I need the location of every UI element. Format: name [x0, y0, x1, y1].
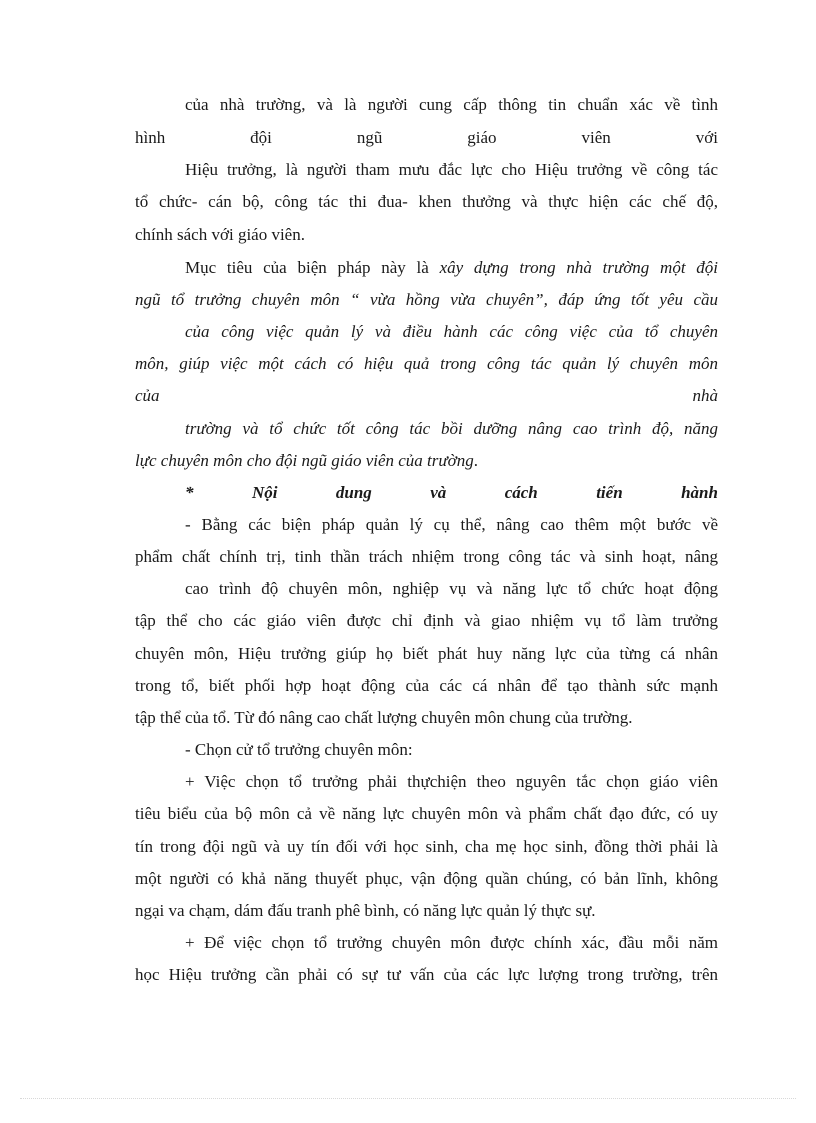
paragraph-line: tập thể cho các giáo viên được chỉ định và giao nhiệm vụ tổ làm trưởng	[135, 611, 718, 630]
spread-line	[135, 384, 718, 408]
word: đội	[250, 128, 272, 147]
word: với	[695, 128, 718, 147]
paragraph-line: của nhà trường, và là người cung cấp thông tin chuẩn xác về tình	[185, 95, 718, 114]
section-heading	[185, 481, 718, 505]
paragraph-line: học Hiệu trưởng cần phải có sự tư vấn của các lực lượng trong trường, trên	[135, 965, 718, 984]
paragraph-line: ngũ tổ trưởng chuyên môn “ vừa hồng vừa chuyên”, đáp ứng tốt yêu cầu	[135, 290, 718, 309]
paragraph-line: môn, giúp việc một cách có hiệu quả trong công tác quản lý chuyên môn	[135, 354, 718, 373]
paragraph-line: một người có khả năng thuyết phục, vận động quần chúng, có bản lĩnh, không	[135, 869, 718, 888]
paragraph-line: trong tổ, biết phối hợp hoạt động của các cá nhân để tạo thành sức mạnh	[135, 676, 718, 695]
heading-word: hành	[681, 483, 718, 502]
word: của	[135, 386, 160, 405]
word: ngũ	[356, 128, 383, 147]
heading-word: Nội	[251, 483, 278, 502]
paragraph-line: tiêu biểu của bộ môn cả về năng lực chuyên môn và phẩm chất đạo đức, có uy	[135, 804, 718, 823]
word: giáo	[467, 128, 497, 147]
italic-run: lực chuyên môn cho đội ngũ giáo viên của trường	[135, 451, 474, 470]
spread-line	[135, 126, 718, 150]
word: viên	[581, 128, 611, 147]
paragraph-line	[135, 449, 718, 473]
heading-word: cách	[504, 483, 538, 502]
heading-word: và	[430, 483, 447, 502]
text-run: Mục tiêu của biện pháp này là	[185, 258, 440, 277]
heading-word: *	[185, 483, 194, 502]
heading-word: tiến	[596, 483, 623, 502]
paragraph-line: cao trình độ chuyên môn, nghiệp vụ và năng lực tổ chức hoạt động	[185, 579, 718, 598]
page-divider	[20, 1098, 796, 1099]
paragraph-line: + Để việc chọn tổ trưởng chuyên môn được chính xác, đầu mỗi năm	[185, 933, 718, 952]
paragraph-line: tổ chức- cán bộ, công tác thi đua- khen thưởng và thực hiện các chế độ,	[135, 192, 718, 211]
heading-word: dung	[335, 483, 372, 502]
paragraph-line: ngại va chạm, dám đấu tranh phê bình, có năng lực quản lý thực sự.	[135, 901, 596, 920]
paragraph-line	[185, 256, 718, 280]
paragraph-line: của công việc quản lý và điều hành các công việc của tổ chuyên	[185, 322, 718, 341]
text-run: .	[473, 451, 478, 470]
paragraph-line: - Bằng các biện pháp quản lý cụ thể, nâng cao thêm một bước về	[185, 515, 718, 534]
paragraph-line: - Chọn cử tổ trưởng chuyên môn:	[185, 740, 413, 759]
paragraph-line: phẩm chất chính trị, tinh thần trách nhiệm trong công tác và sinh hoạt, nâng	[135, 547, 718, 566]
paragraph-line: tập thể của tổ. Từ đó nâng cao chất lượng chuyên môn chung của trường.	[135, 708, 633, 727]
paragraph-line: Hiệu trưởng, là người tham mưu đắc lực cho Hiệu trưởng về công tác	[185, 160, 718, 179]
word: hình	[135, 128, 166, 147]
word: nhà	[692, 386, 718, 405]
paragraph-line: + Việc chọn tổ trưởng phải thựchiện theo nguyên tắc chọn giáo viên	[185, 772, 718, 791]
paragraph-line: trường và tổ chức tốt công tác bồi dưỡng nâng cao trình độ, năng	[185, 419, 718, 438]
paragraph-line: chính sách với giáo viên.	[135, 225, 305, 244]
paragraph-line: tín trong đội ngũ và uy tín đối với học sinh, cha mẹ học sinh, đồng thời phải là	[135, 837, 718, 856]
italic-run: xây dựng trong nhà trường một đội	[439, 258, 718, 277]
paragraph-line: chuyên môn, Hiệu trưởng giúp họ biết phát huy năng lực của từng cá nhân	[135, 644, 718, 663]
